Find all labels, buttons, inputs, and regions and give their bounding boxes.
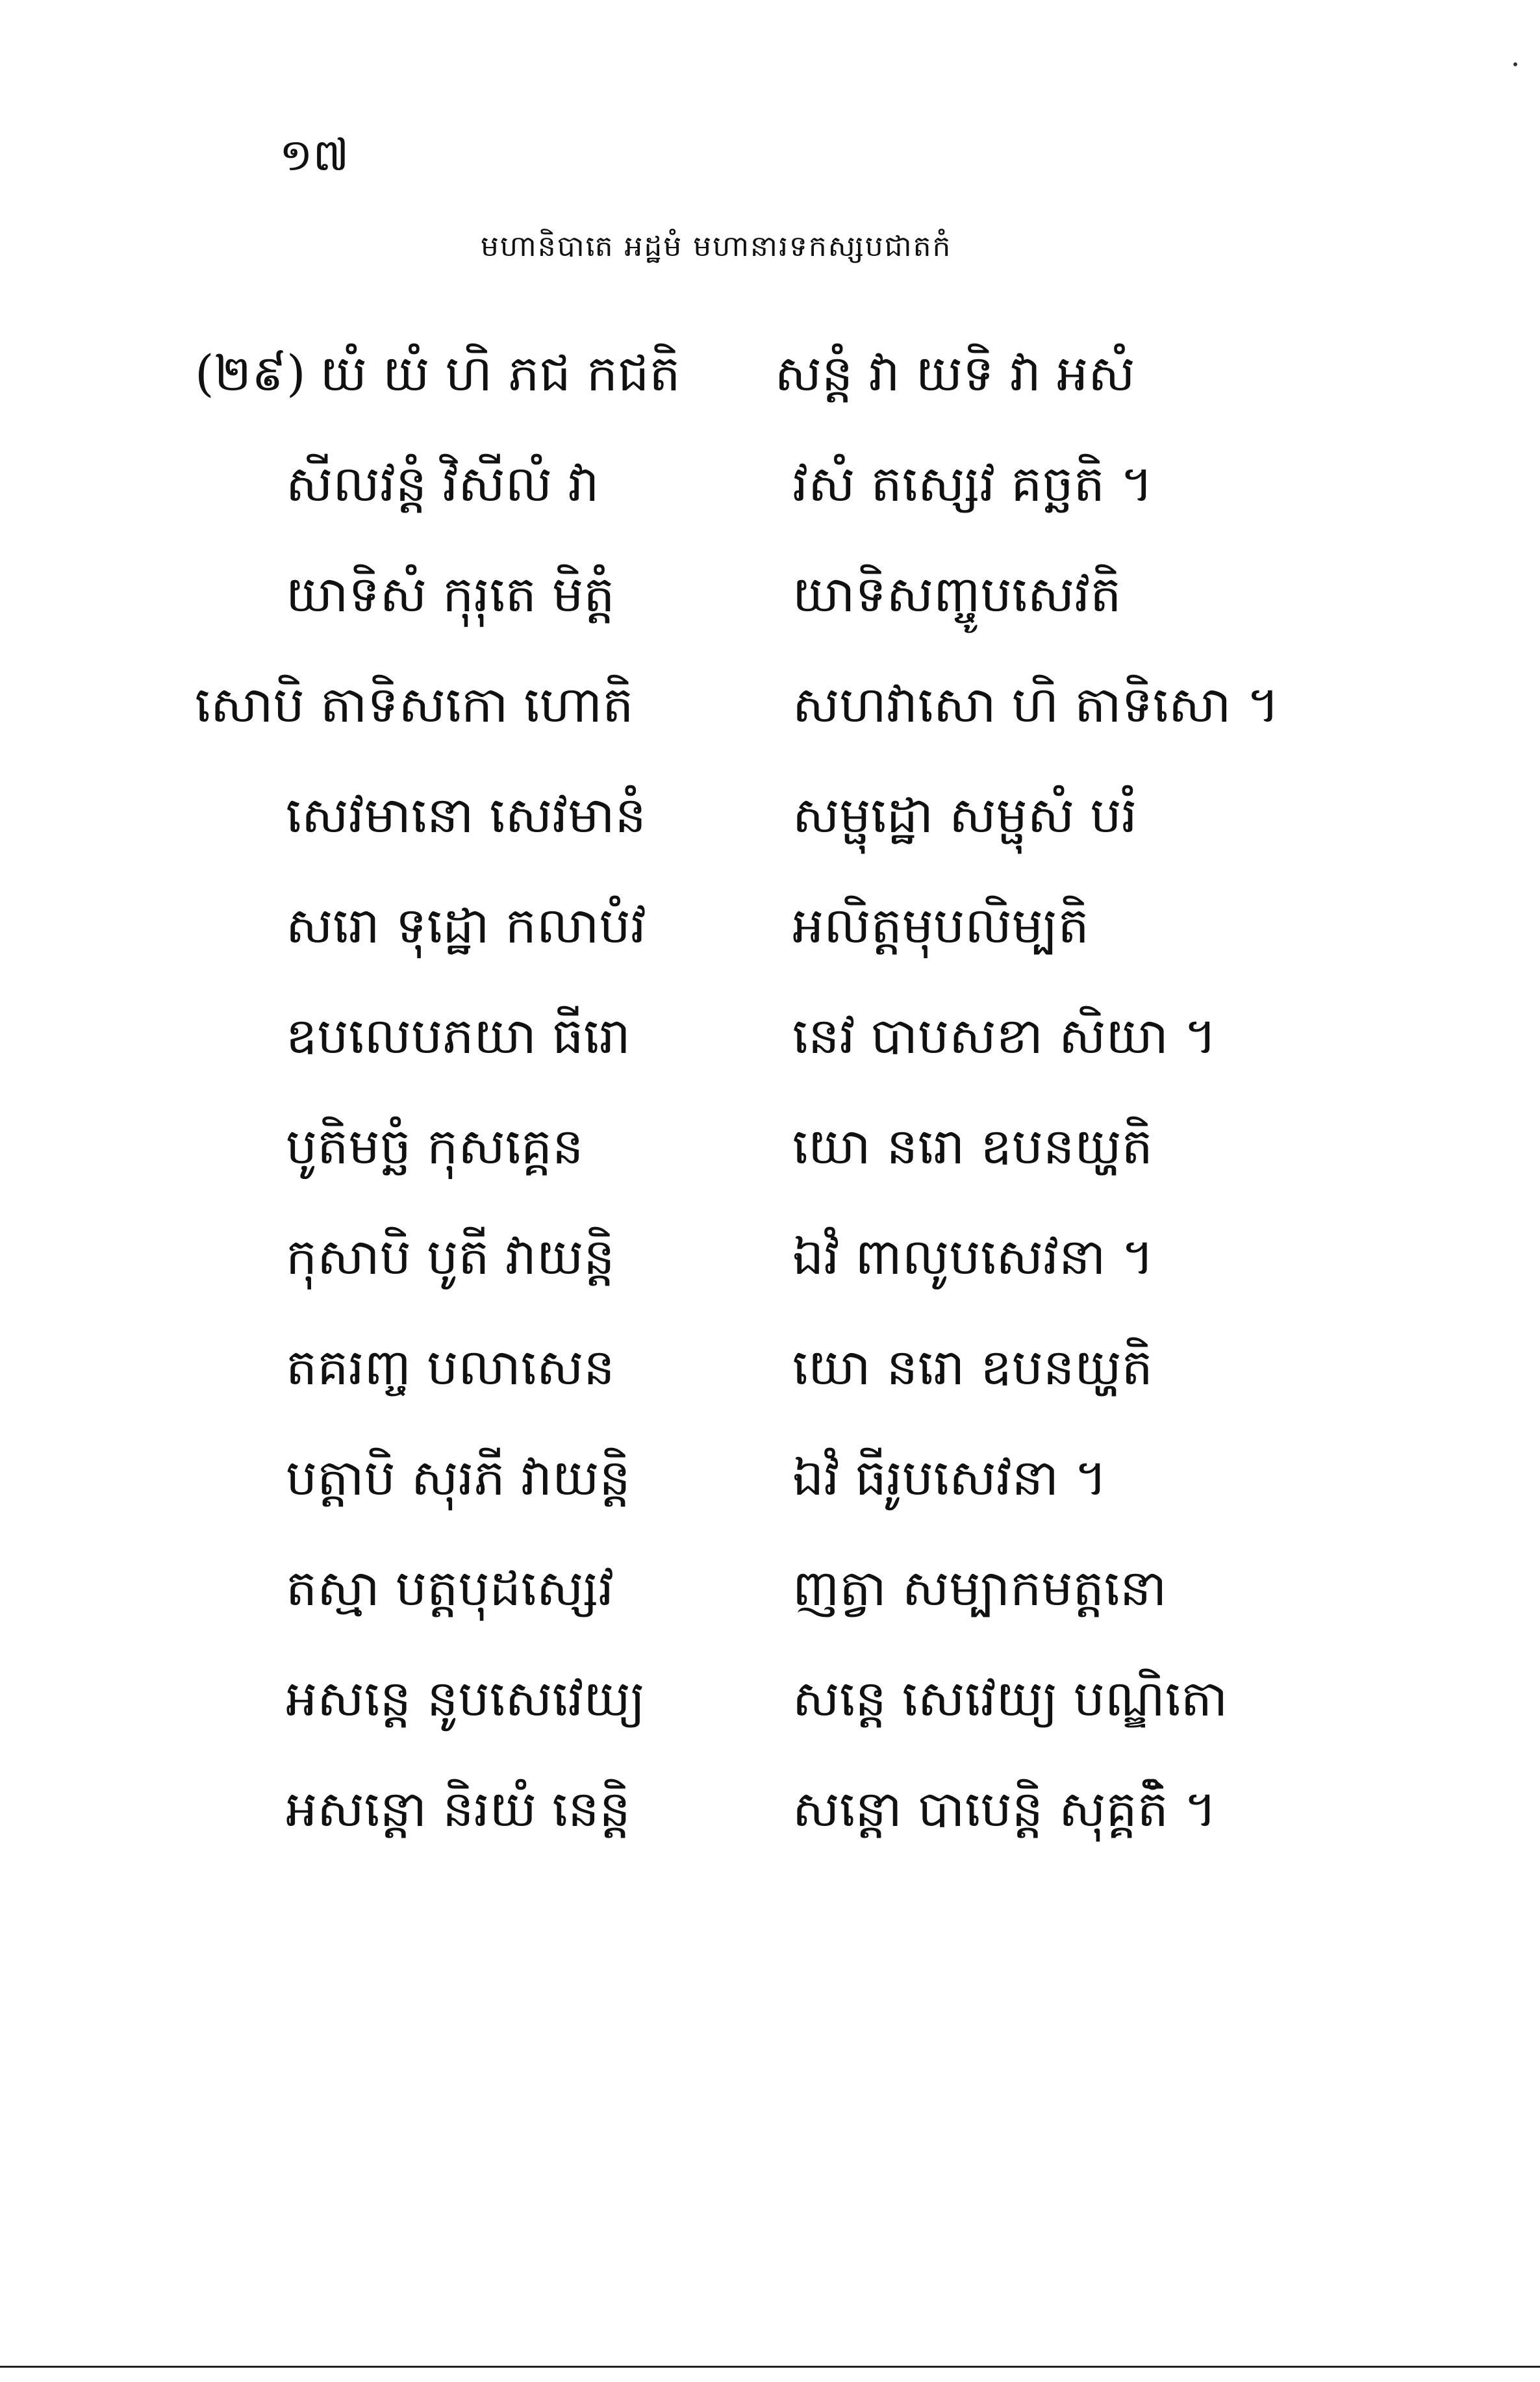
verse-line-first-half: សីលវន្តំ វិសីលំ វា <box>286 455 600 513</box>
verse-line <box>286 877 1089 974</box>
verse-number: (២៩) <box>195 344 306 402</box>
verse-line-second-half: នេវ បាបសខា សិយា ។ <box>792 1007 1217 1065</box>
verse-line-second-half: យោ នរោ ឧបនយ្ហតិ <box>792 1338 1153 1396</box>
verse-line-second-half: សន្តេ សេវេយ្យ បណ្ឌិតោ <box>792 1669 1228 1727</box>
verse-line <box>286 987 1217 1085</box>
page-number: ១៧ <box>279 130 349 181</box>
verse-line-first-half: តគរញ្ច បលាសេន <box>286 1338 615 1396</box>
verse-line-first-half: បូតិមច្ឆំ កុសគ្គេន <box>286 1117 584 1175</box>
verse-line-first-half: អសន្តោ និរយំ នេន្តិ <box>286 1780 631 1838</box>
verse-line <box>195 325 1135 422</box>
verse-line-first-half: កុសាបិ បូតី វាយន្តិ <box>286 1228 615 1286</box>
verse-line <box>286 1650 1228 1747</box>
verse-line-first-half: ឧបលេបភយា ធីរោ <box>286 1007 631 1065</box>
verse-line-first-half: យំ យំ ហិ ភជ កជតិ <box>320 344 681 402</box>
verse-line-second-half: ឯវំ ពាលូបសេវនា ។ <box>792 1228 1154 1286</box>
verse-line-first-half: សោបិ តាទិសកោ ហោតិ <box>195 676 634 733</box>
verse-line <box>286 1319 1153 1416</box>
verse-line <box>286 1208 1154 1306</box>
verse-line-second-half: យោ នរោ ឧបនយ្ហតិ <box>792 1117 1153 1175</box>
verse-line <box>286 546 1122 643</box>
verse-line-second-half: យាទិសញ្ចូបសេវតិ <box>792 565 1122 623</box>
verse-line <box>286 1098 1153 1195</box>
scan-speck <box>1513 62 1517 66</box>
verse-line-second-half: វសំ តស្សេវ គច្ឆតិ ។ <box>792 455 1154 513</box>
verse-line <box>286 767 1137 864</box>
page-bottom-edge <box>0 2366 1540 2368</box>
verse-line-first-half: សេវមានោ សេវមានំ <box>286 786 646 844</box>
running-heading: មហានិបាតេ អដ្ឋមំ មហានារទកស្សបជាតកំ <box>481 230 952 263</box>
verse-line-second-half: សម្ផុដ្ឋោ សម្ផុសំ បរំ <box>792 786 1137 844</box>
verse-line-first-half: អសន្តេ នូបសេវេយ្យ <box>286 1669 646 1727</box>
verse-line <box>195 656 1280 754</box>
verse-line-first-half: បត្តាបិ សុរភី វាយន្តិ <box>286 1449 631 1506</box>
verse-line <box>286 1539 1167 1637</box>
verse-line-second-half: ឯវំ ធីរូបសេវនា ។ <box>792 1449 1107 1506</box>
verse-line <box>286 1760 1217 1858</box>
verse-line-first-half: យាទិសំ កុរុតេ មិត្តំ <box>286 565 615 623</box>
verse-line-first-half: សរោ ទុដ្ឋោ កលាបំវ <box>286 896 646 954</box>
verse-line <box>286 1429 1107 1527</box>
verse-line <box>286 435 1153 533</box>
verse-line-second-half: អលិត្តមុបលិម្បតិ <box>792 896 1089 954</box>
verse-line-second-half: ញត្វា សម្បាកមត្តនោ <box>792 1559 1167 1617</box>
verse-line-second-half: សន្តំ វា យទិ វា អសំ <box>774 344 1135 402</box>
verse-line-second-half: សន្តោ បាបេន្តិ សុគ្គតិំ ។ <box>792 1780 1217 1838</box>
verse-line-first-half: តស្មា បត្តបុដស្សេវ <box>286 1559 614 1617</box>
verse-line-second-half: សហវាសោ ហិ តាទិសោ ។ <box>792 676 1280 733</box>
